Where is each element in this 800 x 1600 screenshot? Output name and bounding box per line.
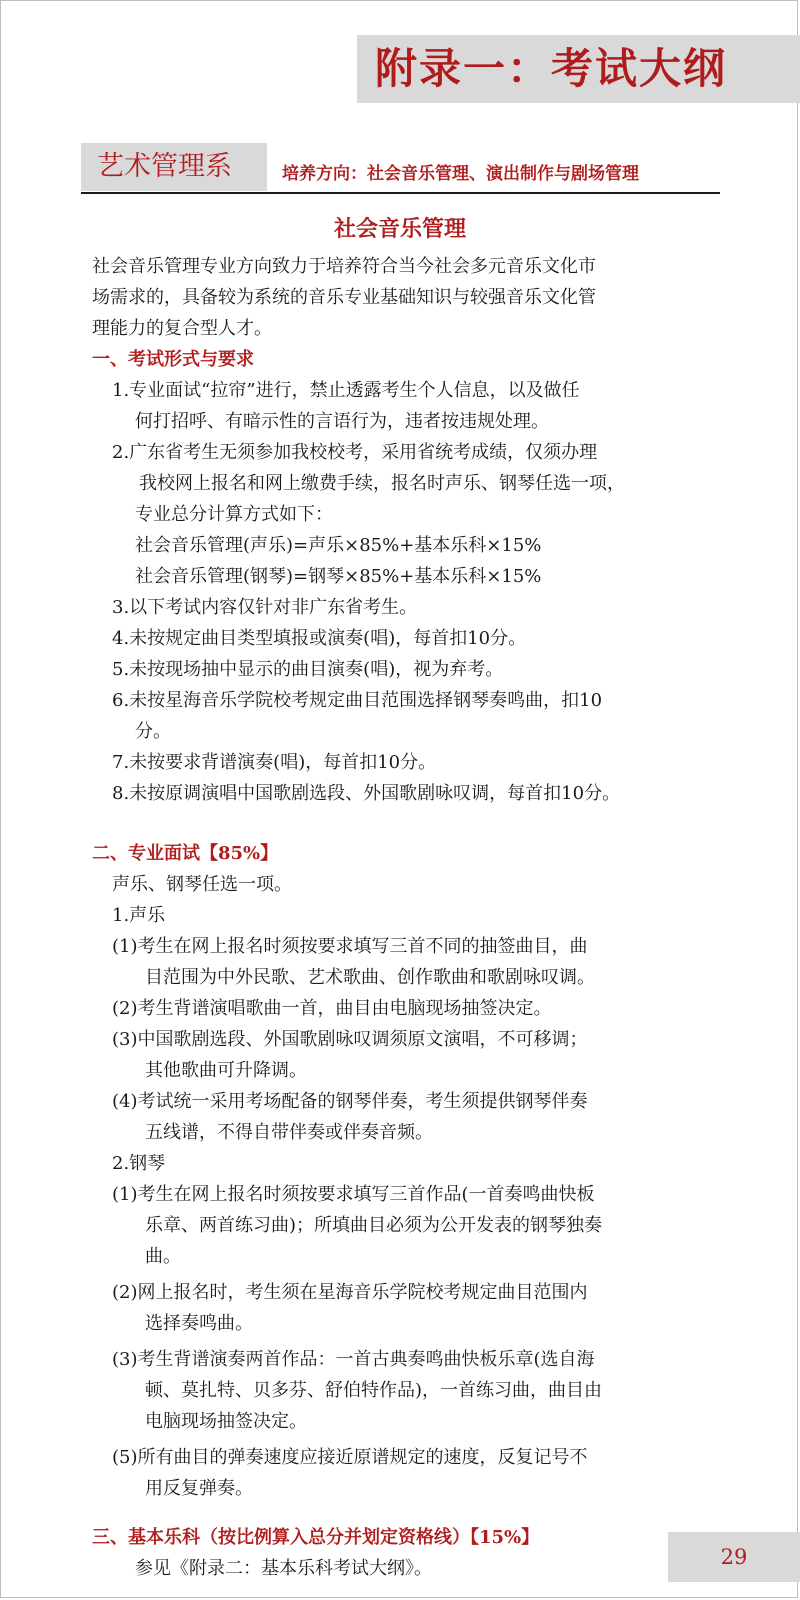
page-number-box (668, 1532, 800, 1582)
page-number: 29 (720, 1545, 748, 1569)
appendix-banner (357, 35, 800, 103)
part2-line: (5)所有曲目的弹奏速度应接近原谱规定的速度，反复记号不 (112, 1447, 588, 1468)
department-tab (81, 143, 267, 191)
part1-line: 1.专业面试“拉帘”进行，禁止透露考生个人信息，以及做任 (112, 380, 580, 401)
part2-line: 目范围为中外民歌、艺术歌曲、创作歌曲和歌剧咏叹调。 (145, 967, 595, 988)
part1-line: 5.未按现场抽中显示的曲目演奏(唱)，视为弃考。 (112, 659, 504, 680)
part1-line: 专业总分计算方式如下： (135, 504, 333, 525)
part1-line: 8.未按原调演唱中国歌剧选段、外国歌剧咏叹调，每首扣10分。 (112, 783, 621, 804)
part1-line: 7.未按要求背谱演奏(唱)，每首扣10分。 (112, 752, 437, 773)
part2-line: 选择奏鸣曲。 (145, 1313, 253, 1334)
part1-heading: 一、考试形式与要求 (92, 349, 254, 370)
part1-line: 4.未按规定曲目类型填报或演奏(唱)，每首扣10分。 (112, 628, 527, 649)
part1-formula: 社会音乐管理(钢琴)=钢琴×85%+基本乐科×15% (135, 566, 542, 587)
department-direction: 培养方向：社会音乐管理、演出制作与剧场管理 (282, 164, 639, 184)
part1-line: 3.以下考试内容仅针对非广东省考生。 (112, 597, 418, 618)
part2-line: 其他歌曲可升降调。 (145, 1060, 307, 1081)
part3-heading: 三、基本乐科（按比例算入总分并划定资格线）【15%】 (92, 1527, 540, 1548)
part2-line: 曲。 (145, 1246, 181, 1267)
part2-line: 乐章、两首练习曲)；所填曲目必须为公开发表的钢琴独奏 (145, 1215, 603, 1236)
section-title: 社会音乐管理 (333, 216, 466, 242)
part2-line: (4)考试统一采用考场配备的钢琴伴奏，考生须提供钢琴伴奏 (112, 1091, 588, 1112)
part2-line: 五线谱，不得自带伴奏或伴奏音频。 (145, 1122, 433, 1143)
part2-line: (2)考生背谱演唱歌曲一首，曲目由电脑现场抽签决定。 (112, 998, 552, 1019)
part1-line: 6.未按星海音乐学院校考规定曲目范围选择钢琴奏鸣曲，扣10 (112, 690, 603, 711)
intro-line: 社会音乐管理专业方向致力于培养符合当今社会多元音乐文化市 (92, 256, 596, 277)
part2-line: 顿、莫扎特、贝多芬、舒伯特作品)，一首练习曲，曲目由 (145, 1380, 603, 1401)
part1-line: 我校网上报名和网上缴费手续，报名时声乐、钢琴任选一项， (139, 473, 625, 494)
part2-line: 用反复弹奏。 (145, 1478, 253, 1499)
part3-line: 参见《附录二：基本乐科考试大纲》。 (135, 1558, 432, 1579)
part2-line: 电脑现场抽签决定。 (145, 1411, 307, 1432)
part1-line: 分。 (135, 721, 171, 742)
appendix-title: 附录一：考试大纲 (375, 44, 728, 93)
department-name: 艺术管理系 (97, 151, 232, 182)
part2-line: (1)考生在网上报名时须按要求填写三首不同的抽签曲目，曲 (112, 936, 588, 957)
part2-line: (2)网上报名时，考生须在星海音乐学院校考规定曲目范围内 (112, 1282, 588, 1303)
part2-subheading: 1.声乐 (112, 905, 166, 926)
part2-line: (3)中国歌剧选段、外国歌剧咏叹调须原文演唱，不可移调； (112, 1029, 588, 1050)
part2-subheading: 2.钢琴 (112, 1153, 166, 1174)
intro-line: 场需求的，具备较为系统的音乐专业基础知识与较强音乐文化管 (92, 287, 596, 308)
part2-heading: 二、专业面试【85%】 (92, 843, 279, 864)
part2-line: (1)考生在网上报名时须按要求填写三首作品(一首奏鸣曲快板 (112, 1184, 595, 1205)
header-divider (81, 192, 720, 194)
part1-formula: 社会音乐管理(声乐)=声乐×85%+基本乐科×15% (135, 535, 542, 556)
intro-line: 理能力的复合型人才。 (92, 318, 272, 339)
part2-line: 声乐、钢琴任选一项。 (112, 874, 292, 895)
part1-line: 2.广东省考生无须参加我校校考，采用省统考成绩，仅须办理 (112, 442, 598, 463)
part2-line: (3)考生背谱演奏两首作品：一首古典奏鸣曲快板乐章(选自海 (112, 1349, 595, 1370)
part1-line: 何打招呼、有暗示性的言语行为，违者按违规处理。 (135, 411, 549, 432)
